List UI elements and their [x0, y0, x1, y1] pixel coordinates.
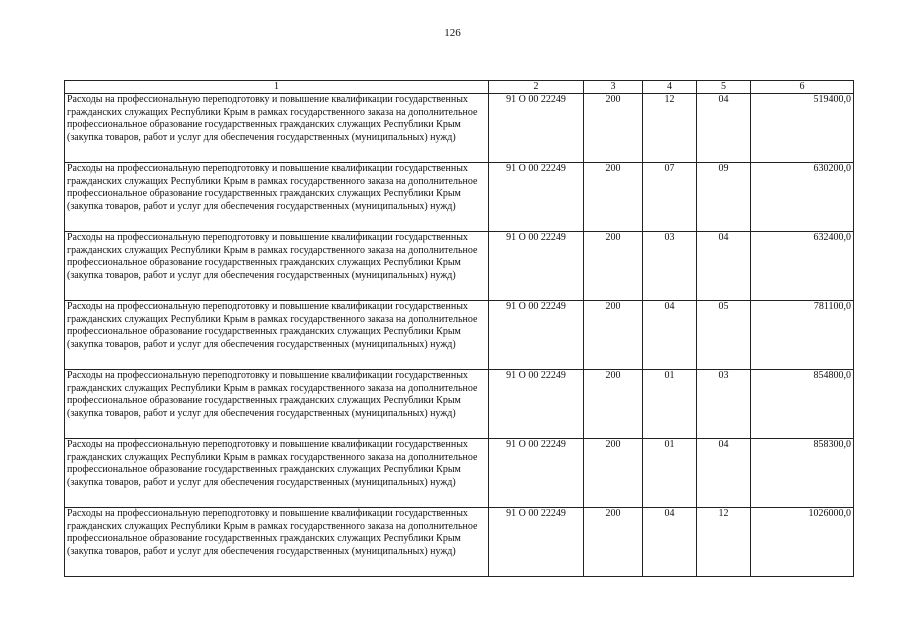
header-row — [65, 81, 854, 94]
row-description: Расходы на профессиональную переподготовку и повышение квалификации государственных гражданских служащих Республики Крым в рамках государственного заказа на дополнительное профессиональное образование государственных гражданских служащих Республики Крым (закупка товаров, работ и услуг для обеспечения государственных (муниципальных) нужд) — [65, 508, 489, 577]
header-col-3: 3 — [584, 81, 643, 94]
row-code: 91 О 00 22249 — [489, 163, 584, 232]
row-col3: 200 — [584, 439, 643, 508]
row-amount: 1026000,0 — [751, 508, 854, 577]
row-amount: 519400,0 — [751, 94, 854, 163]
row-col3: 200 — [584, 94, 643, 163]
row-description: Расходы на профессиональную переподготовку и повышение квалификации государственных гражданских служащих Республики Крым в рамках государственного заказа на дополнительное профессиональное образование государственных гражданских служащих Республики Крым (закупка товаров, работ и услуг для обеспечения государственных (муниципальных) нужд) — [65, 439, 489, 508]
row-amount: 858300,0 — [751, 439, 854, 508]
header-col-4: 4 — [643, 81, 697, 94]
header-col-5: 5 — [697, 81, 751, 94]
table-row — [65, 163, 854, 232]
table-row — [65, 370, 854, 439]
row-description: Расходы на профессиональную переподготовку и повышение квалификации государственных гражданских служащих Республики Крым в рамках государственного заказа на дополнительное профессиональное образование государственных гражданских служащих Республики Крым (закупка товаров, работ и услуг для обеспечения государственных (муниципальных) нужд) — [65, 163, 489, 232]
row-col5: 03 — [697, 370, 751, 439]
row-col4: 12 — [643, 94, 697, 163]
row-description: Расходы на профессиональную переподготовку и повышение квалификации государственных гражданских служащих Республики Крым в рамках государственного заказа на дополнительное профессиональное образование государственных гражданских служащих Республики Крым (закупка товаров, работ и услуг для обеспечения государственных (муниципальных) нужд) — [65, 94, 489, 163]
row-description: Расходы на профессиональную переподготовку и повышение квалификации государственных гражданских служащих Республики Крым в рамках государственного заказа на дополнительное профессиональное образование государственных гражданских служащих Республики Крым (закупка товаров, работ и услуг для обеспечения государственных (муниципальных) нужд) — [65, 370, 489, 439]
row-col3: 200 — [584, 232, 643, 301]
header-col-1: 1 — [65, 81, 489, 94]
table-row — [65, 301, 854, 370]
row-col4: 07 — [643, 163, 697, 232]
row-col5: 12 — [697, 508, 751, 577]
row-col5: 04 — [697, 94, 751, 163]
budget-table — [64, 80, 854, 577]
row-col4: 01 — [643, 439, 697, 508]
row-col4: 04 — [643, 508, 697, 577]
row-col5: 05 — [697, 301, 751, 370]
header-col-6: 6 — [751, 81, 854, 94]
table-row — [65, 508, 854, 577]
row-col4: 01 — [643, 370, 697, 439]
row-col5: 09 — [697, 163, 751, 232]
row-amount: 632400,0 — [751, 232, 854, 301]
header-col-2: 2 — [489, 81, 584, 94]
row-description: Расходы на профессиональную переподготовку и повышение квалификации государственных гражданских служащих Республики Крым в рамках государственного заказа на дополнительное профессиональное образование государственных гражданских служащих Республики Крым (закупка товаров, работ и услуг для обеспечения государственных (муниципальных) нужд) — [65, 232, 489, 301]
row-code: 91 О 00 22249 — [489, 232, 584, 301]
row-col5: 04 — [697, 232, 751, 301]
row-amount: 854800,0 — [751, 370, 854, 439]
row-col3: 200 — [584, 163, 643, 232]
row-code: 91 О 00 22249 — [489, 508, 584, 577]
table-row — [65, 94, 854, 163]
row-code: 91 О 00 22249 — [489, 439, 584, 508]
row-amount: 781100,0 — [751, 301, 854, 370]
row-col3: 200 — [584, 508, 643, 577]
row-amount: 630200,0 — [751, 163, 854, 232]
row-code: 91 О 00 22249 — [489, 94, 584, 163]
row-col3: 200 — [584, 370, 643, 439]
page-number: 126 — [444, 27, 461, 39]
row-col5: 04 — [697, 439, 751, 508]
row-col3: 200 — [584, 301, 643, 370]
table-row — [65, 439, 854, 508]
row-col4: 03 — [643, 232, 697, 301]
table-row — [65, 232, 854, 301]
row-col4: 04 — [643, 301, 697, 370]
row-description: Расходы на профессиональную переподготовку и повышение квалификации государственных гражданских служащих Республики Крым в рамках государственного заказа на дополнительное профессиональное образование государственных гражданских служащих Республики Крым (закупка товаров, работ и услуг для обеспечения государственных (муниципальных) нужд) — [65, 301, 489, 370]
row-code: 91 О 00 22249 — [489, 301, 584, 370]
row-code: 91 О 00 22249 — [489, 370, 584, 439]
